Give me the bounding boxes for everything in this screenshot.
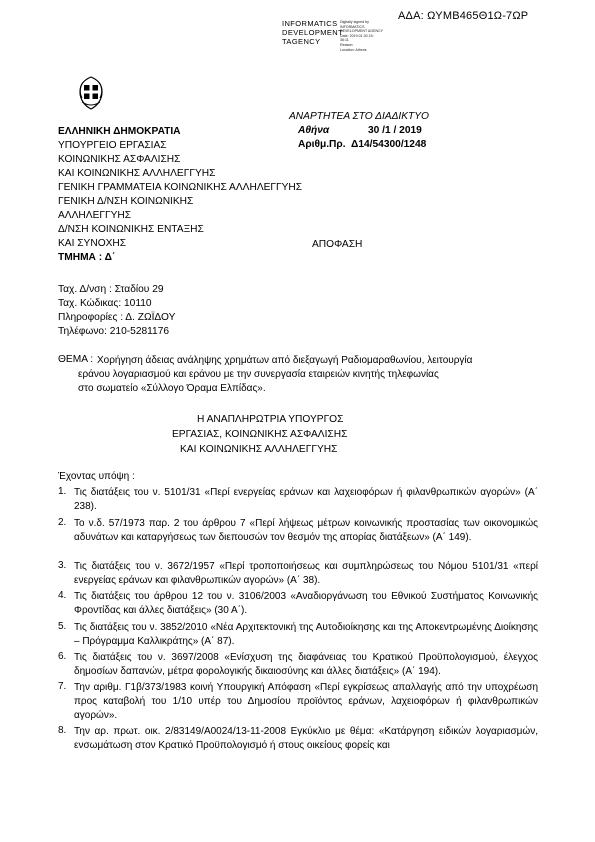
minister-line: Η ΑΝΑΠΛΗΡΩΤΡΙΑ ΥΠΟΥΡΓΟΣ — [197, 414, 344, 425]
authority-block — [58, 125, 302, 265]
contact-phone: Τηλέφωνο: 210-5281176 — [58, 326, 170, 337]
subject-line: Χορήγηση άδειας ανάληψης χρημάτων από διεξαγωγή Ραδιομαραθωνίου, λειτουργία — [97, 355, 473, 366]
authority-line: ΕΛΛΗΝΙΚΗ ΔΗΜΟΚΡΑΤΙΑ — [58, 126, 181, 137]
contact-block — [58, 283, 175, 339]
authority-line: ΚΑΙ ΣΥΝΟΧΗΣ — [58, 238, 127, 249]
list-item-text: Το ν.δ. 57/1973 παρ. 2 του άρθρου 7 «Περί λήψεως μέτρων κοινωνικής προστασίας των οικονομικώς αδυνάτων και καταργήσεως των διεπουσών τον θεσμόν της απορίας διατάξεων» (Α΄ 149). — [74, 518, 538, 543]
list-item-text: Τις διατάξεις του ν. 5101/31 «Περί ενεργείας εράνων και λαχειοφόρων ή φιλανθρωπικών αγορών» (Α΄ 238). — [74, 487, 538, 512]
subject-line: εράνου λογαριασμού και εράνου με την συνεργασία εταιρειών κινητής τηλεφωνίας — [78, 369, 439, 380]
minister-line: ΚΑΙ ΚΟΙΝΩΝΙΚΗΣ ΑΛΛΗΛΕΓΓΥΗΣ — [180, 444, 338, 455]
authority-line: ΓΕΝΙΚΗ Δ/ΝΣΗ ΚΟΙΝΩΝΙΚΗΣ — [58, 196, 194, 207]
minister-line: ΕΡΓΑΣΙΑΣ, ΚΟΙΝΩΝΙΚΗΣ ΑΣΦΑΛΙΣΗΣ — [172, 429, 348, 440]
hellenic-emblem-icon — [78, 76, 104, 110]
protocol-label: Αριθμ.Πρ. — [298, 139, 346, 150]
list-item-number: 7. — [58, 681, 67, 692]
post-online-label: ΑΝΑΡΤΗΤΕΑ ΣΤΟ ΔΙΑΔΙΚΤΥΟ — [289, 111, 429, 122]
authority-line: ΥΠΟΥΡΓΕΙΟ ΕΡΓΑΣΙΑΣ — [58, 140, 167, 151]
list-item-text: Τις διατάξεις του άρθρου 12 του ν. 3106/2003 «Αναδιοργάνωση του Εθνικού Συστήματος Κοινωνικής Φροντίδας και άλλες διατάξεις» (30 Α΄). — [74, 591, 538, 616]
list-item-number: 3. — [58, 560, 67, 571]
contact-info-person: Πληροφορίες : Δ. ΖΩΪΔΟΥ — [58, 312, 176, 323]
list-item-number: 4. — [58, 590, 67, 601]
list-item-number: 1. — [58, 486, 67, 497]
list-item-text: Την αριθμ. Γ1β/373/1983 κοινή Υπουργική Απόφαση «Περί εγκρίσεως απαλλαγής από την υποχρέωση προς καταβολή του 1/10 υπέρ του Δημοσίου προϊόντος εράνων, λαχειοφόρων ή φιλανθρωπικών αγορών». — [74, 682, 538, 721]
list-item-text: Τις διατάξεις του ν. 3852/2010 «Νέα Αρχιτεκτονική της Αυτοδιοίκησης και της Αποκεντρωμένης Διοίκησης – Πρόγραμμα Καλλικράτης» (Α΄ 87). — [74, 622, 538, 647]
subject-line: στο σωματείο «Σύλλογο Όραμα Ελπίδας». — [78, 383, 266, 394]
contact-address: Ταχ. Δ/νση : Σταδίου 29 — [58, 284, 164, 295]
considerations-list — [58, 486, 538, 766]
protocol-number: Δ14/54300/1248 — [351, 139, 427, 150]
decision-heading: ΑΠΟΦΑΣΗ — [312, 239, 363, 250]
signature-details: Digitally signed by INFORMATICS DEVELOPMENT AGENCY Date: 2019.01.30 15: 36:11 Reason: Location: Athens — [340, 20, 384, 52]
list-item-text: Την αρ. πρωτ. οικ. 2/83149/Α0024/13-11-2008 Εγκύκλιο με θέμα: «Κατάργηση ειδικών λογαριασμών, ενσωμάτωση στον Κρατικό Προϋπολογισμό ή στους οικείους φορείς και — [74, 726, 538, 751]
list-item-number: 2. — [58, 517, 67, 528]
athens-label: Αθήνα — [298, 125, 330, 136]
list-item-number: 6. — [58, 651, 67, 662]
signature-line-2: DEVELOPMENT — [282, 28, 344, 37]
department-line: ΤΜΗΜΑ : Δ΄ — [58, 252, 116, 263]
authority-line: Δ/ΝΣΗ ΚΟΙΝΩΝΙΚΗΣ ΕΝΤΑΞΗΣ — [58, 224, 204, 235]
list-item-number: 5. — [58, 621, 67, 632]
document-date: 30 /1 / 2019 — [368, 125, 422, 136]
authority-line: ΑΛΛΗΛΕΓΓΥΗΣ — [58, 210, 132, 221]
digital-signature-stamp — [282, 19, 384, 52]
authority-line: ΚΟΙΝΩΝΙΚΗΣ ΑΣΦΑΛΙΣΗΣ — [58, 154, 181, 165]
list-item-number: 8. — [58, 725, 67, 736]
list-item-text: Τις διατάξεις του ν. 3697/2008 «Ενίσχυση της διαφάνειας του Κρατικού Προϋπολογισμού, έλεγχος δημοσίων δαπανών, μέτρα φορολογικής δικαιοσύνης και άλλες διατάξεις» (Α΄ 194). — [74, 652, 538, 677]
authority-line: ΓΕΝΙΚΗ ΓΡΑΜΜΑΤΕΙΑ ΚΟΙΝΩΝΙΚΗΣ ΑΛΛΗΛΕΓΓΥΗΣ — [58, 182, 303, 193]
list-item-text: Τις διατάξεις του ν. 3672/1957 «Περί τροποποιήσεως και συμπληρώσεως του Νόμου 5101/31 «περί ενεργείας εράνων και φιλανθρωπικών αγορών» (Α΄ 38). — [74, 561, 538, 586]
signature-line-3: TAGENCY — [282, 37, 321, 46]
subject-label: ΘΕΜΑ : — [58, 354, 94, 365]
authority-line: ΚΑΙ ΚΟΙΝΩΝΙΚΗΣ ΑΛΛΗΛΕΓΓΥΗΣ — [58, 168, 216, 179]
contact-postcode: Ταχ. Κώδικας: 10110 — [58, 298, 152, 309]
signature-line-1: INFORMATICS — [282, 19, 338, 28]
considering-label: Έχοντας υπόψη : — [58, 471, 135, 482]
ada-code: ΑΔΑ: ΩΥΜΒ465Θ1Ω-7ΩΡ — [398, 10, 529, 22]
